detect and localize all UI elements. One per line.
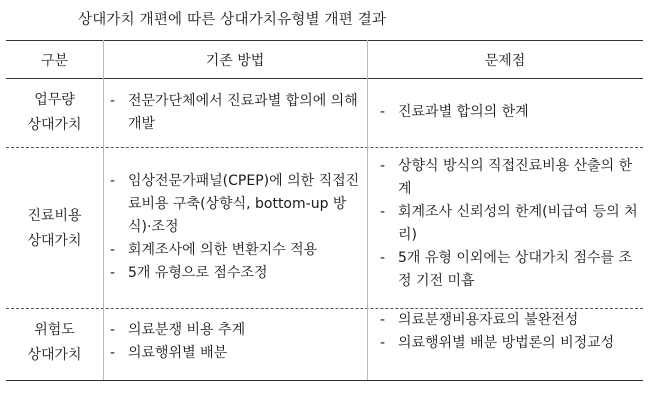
row-divider-1 [6, 147, 643, 148]
list-item: - 의료분쟁 비용 추계 [110, 322, 246, 338]
list-item: - 의료행위별 배분 [110, 345, 228, 361]
list-item: - 전문가단체에서 진료과별 합의에 의해 개발 [110, 93, 358, 132]
list-item: - 5개 유형으로 점수조정 [110, 265, 268, 281]
row-2-problems [380, 155, 642, 293]
list-item: - 진료과별 합의의 한계 [380, 104, 529, 120]
row-1-existing [110, 90, 360, 136]
header-category: 구분 [40, 53, 69, 69]
row-3-problems [380, 309, 642, 355]
category-line: 업무량 [34, 92, 75, 108]
list-item: - 의료행위별 배분 방법론의 비정교성 [380, 335, 615, 351]
row-1-category [6, 88, 103, 138]
header-problems: 문제점 [484, 53, 526, 69]
column-divider-2 [367, 40, 368, 380]
row-3-existing [110, 319, 360, 365]
list-item: - 상향식 방식의 직접진료비용 산출의 한계 [380, 158, 633, 197]
row-2-existing [110, 170, 360, 285]
list-item: - 5개 유형 이외에는 상대가치 점수를 조정 기전 미흡 [380, 250, 633, 289]
category-line: 상대가치 [27, 233, 82, 249]
header-rule [6, 78, 643, 79]
column-divider-1 [103, 40, 104, 380]
top-rule [6, 40, 643, 41]
list-item: - 의료분쟁비용자료의 불완전성 [380, 312, 579, 328]
category-line: 상대가치 [27, 117, 82, 133]
category-line: 위험도 [34, 322, 75, 338]
list-item: - 임상전문가패널(CPEP)에 의한 직접진료비용 구축(상향식, bottom-up 방식)·조정 [110, 173, 360, 235]
bottom-rule [6, 380, 643, 381]
row-1-problems [380, 101, 642, 124]
category-line: 상대가치 [27, 347, 82, 363]
list-item: - 회계조사에 의한 변환지수 적용 [110, 242, 318, 258]
table-title: 상대가치 개편에 따른 상대가치유형별 개편 결과 [78, 12, 387, 28]
header-existing-method: 기존 방법 [205, 53, 265, 69]
row-3-category [6, 318, 103, 368]
category-line: 진료비용 [27, 208, 82, 224]
list-item: - 회계조사 신뢰성의 한계(비급여 등의 처리) [380, 204, 638, 243]
row-2-category [6, 204, 103, 254]
